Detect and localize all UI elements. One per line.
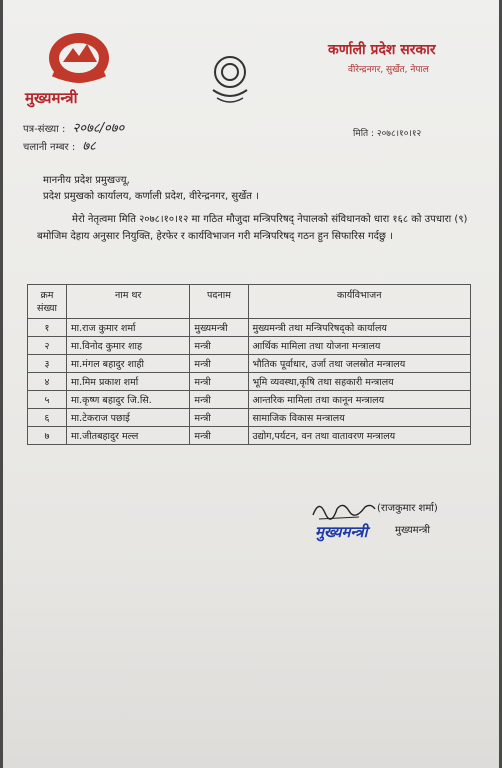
- table-row: [28, 319, 471, 337]
- letter-number-label: पत्र-संख्या :: [23, 124, 66, 135]
- portfolio-cell: भूमि व्यवस्था,कृषि तथा सहकारी मन्त्रालय: [248, 373, 471, 391]
- designation-cell: मन्त्री: [190, 427, 248, 445]
- letter-number-value: २०७८/०७०: [72, 121, 125, 136]
- table-header-row: [28, 285, 471, 319]
- government-seal-icon: [207, 54, 253, 106]
- table-row: [28, 391, 471, 409]
- office-title: मुख्यमन्त्री: [25, 89, 78, 107]
- name-cell: मा.कृष्ण बहादुर जि.सि.: [67, 391, 190, 409]
- serial-cell: १: [28, 319, 67, 337]
- name-cell: मा.टेकराज पछाई: [67, 409, 190, 427]
- portfolio-cell: उद्योग,पर्यटन, वन तथा वातावरण मन्त्रालय: [248, 427, 471, 445]
- designation-cell: मन्त्री: [190, 409, 248, 427]
- designation-cell: मन्त्री: [190, 373, 248, 391]
- name-cell: मा.राज कुमार शर्मा: [67, 319, 190, 337]
- designation-cell: मन्त्री: [190, 391, 248, 409]
- portfolio-cell: भौतिक पूर्वाधार, उर्जा तथा जलस्रोत मन्त्रालय: [248, 355, 471, 373]
- name-cell: मा.विनोद कुमार शाह: [67, 337, 190, 355]
- serial-cell: ४: [28, 373, 67, 391]
- signer-title: मुख्यमन्त्री: [395, 525, 430, 536]
- letter-number: [23, 118, 124, 136]
- dispatch-number-value: ७८: [82, 139, 96, 154]
- dispatch-number-label: चलानी नम्बर :: [23, 142, 76, 153]
- serial-cell: २: [28, 337, 67, 355]
- portfolio-cell: आन्तरिक मामिला तथा कानून मन्त्रालय: [248, 391, 471, 409]
- portfolio-table: [27, 284, 471, 445]
- serial-cell: ५: [28, 391, 67, 409]
- table-row: [28, 373, 471, 391]
- government-address: वीरेन्द्रनगर, सुर्खेत, नेपाल: [348, 65, 429, 75]
- government-name: कर्णाली प्रदेश सरकार: [328, 42, 436, 58]
- addressee-line-1: माननीय प्रदेश प्रमुखज्यू,: [43, 175, 130, 186]
- letter-page: [3, 0, 499, 768]
- name-cell: मा.जीतबहादुर मल्ल: [67, 427, 190, 445]
- table-header-name: नाम थर: [67, 285, 190, 319]
- table-header-portfolio: कार्यविभाजन: [248, 285, 471, 319]
- name-cell: मा.मिम प्रकाश शर्मा: [67, 373, 190, 391]
- designation-cell: मन्त्री: [190, 337, 248, 355]
- table-row: [28, 409, 471, 427]
- designation-cell: मन्त्री: [190, 355, 248, 373]
- nepal-emblem-icon: [43, 28, 115, 86]
- table-row: [28, 355, 471, 373]
- letter-date: मिति : २०७८।१०।१२: [353, 129, 422, 139]
- table-row: [28, 337, 471, 355]
- signature-stamp: मुख्यमन्त्री: [315, 523, 368, 541]
- name-cell: मा.मंगल बहादुर शाही: [67, 355, 190, 373]
- serial-cell: ६: [28, 409, 67, 427]
- portfolio-cell: मुख्यमन्त्री तथा मन्त्रिपरिषद्को कार्यालय: [248, 319, 471, 337]
- table-header-serial: क्रम संख्या: [28, 285, 67, 319]
- handwritten-signature: [309, 495, 379, 523]
- letter-body: मेरो नेतृत्वमा मिति २०७८।१०।१२ मा गठित मौजुदा मन्त्रिपरिषद् नेपालको संविधानको धारा १६८ को उपधारा (९) बमोजिम देहाय अनुसार नियुक्ति, हेरफेर र कार्यविभाजन गरी मन्त्रिपरिषद् गठन हुन सिफारिस गर्दछु ।: [37, 214, 468, 242]
- portfolio-cell: सामाजिक विकास मन्त्रालय: [248, 409, 471, 427]
- serial-cell: ३: [28, 355, 67, 373]
- signer-name: (राजकुमार शर्मा): [377, 503, 438, 514]
- addressee-line-2: प्रदेश प्रमुखको कार्यालय, कर्णाली प्रदेश, वीरेन्द्रनगर, सुर्खेत ।: [43, 191, 259, 202]
- table-header-designation: पदनाम: [190, 285, 248, 319]
- portfolio-cell: आर्थिक मामिला तथा योजना मन्त्रालय: [248, 337, 471, 355]
- dispatch-number: [23, 136, 96, 154]
- designation-cell: मुख्यमन्त्री: [190, 319, 248, 337]
- serial-cell: ७: [28, 427, 67, 445]
- table-row: [28, 427, 471, 445]
